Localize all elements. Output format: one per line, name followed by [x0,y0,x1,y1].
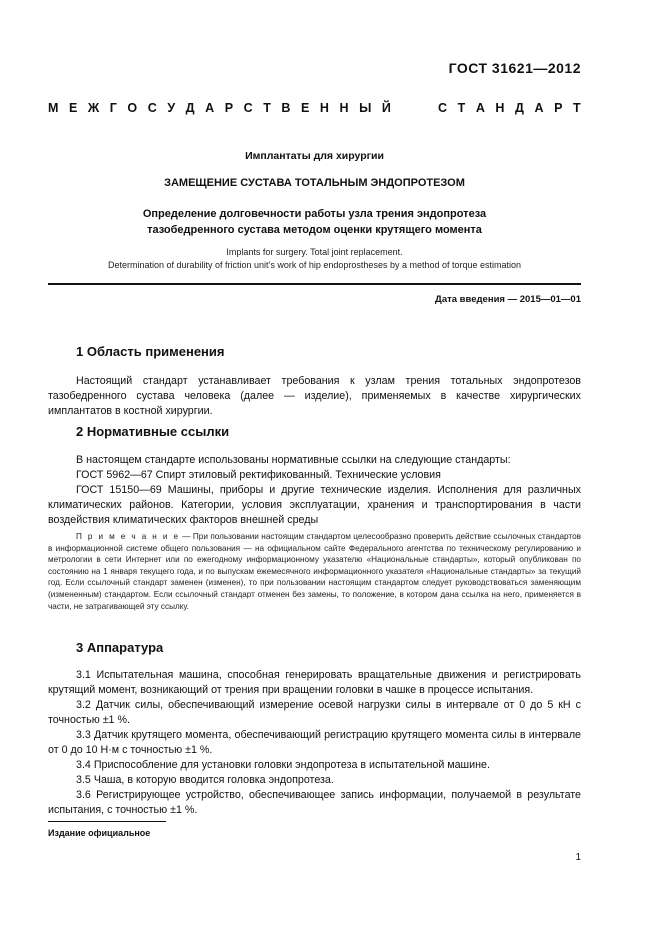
note-text: — При пользовании настоящим стандартом целесообразно проверить действие ссылочных стандартов в информационной системе общего пользования — на официальном сайте Федерального агентства по техническому регулированию и метрологии в сети Интернет или по ежегодному информационному указателю «Национальные стандарты», который опубликован по состоянию на 1 января текущего года, и по выпускам ежемесячного информационного указателя «Национальные стандарты» за текущий год. Если ссылочный стандарт заменен (изменен), то при пользовании настоящим стандартом следует руководствоваться заменяющим (измененным) стандартом. Если ссылочный стандарт отменен без замены, то положение, в котором дана ссылка на него, применяется в части, не затрагивающей эту ссылку. [48,532,581,611]
apparatus-item: 3.2 Датчик силы, обеспечивающий измерение осевой нагрузки силы в интервале от 0 до 5 кН с точностью ±1 %. [48,699,581,726]
title-english [48,246,581,272]
banner-letter: С [243,101,253,115]
banner-letter: Т [457,101,466,115]
banner-letter: М [48,101,59,115]
banner-letter: Ж [87,101,100,115]
banner-letter: Й [381,101,391,115]
title-main: ЗАМЕЩЕНИЕ СУСТАВА ТОТАЛЬНЫМ ЭНДОПРОТЕЗОМ [164,177,465,189]
title-english-line: Implants for surgery. Total joint replacement. [226,247,403,257]
page-number: 1 [575,852,581,863]
banner-letter: А [475,101,485,115]
banner-letter: Р [224,101,234,115]
section-3-heading: 3 Аппаратура [76,640,164,655]
section-2-heading: 2 Нормативные ссылки [76,424,230,439]
banner-letter: А [534,101,544,115]
interstate-standard-banner [48,101,581,115]
banner-letter: Ы [359,101,372,115]
banner-letter: А [205,101,215,115]
title-description [48,206,581,238]
title-description-line: тазобедренного сустава методом оценки крутящего момента [147,224,482,236]
banner-letter: Д [185,101,195,115]
section-2-intro: В настоящем стандарте использованы нормативные ссылки на следующие стандарты: [76,454,511,466]
apparatus-item: 3.5 Чаша, в которую вводится головка эндопротеза. [76,774,334,786]
edition-label: Издание официальное [48,828,151,838]
title-description-line: Определение долговечности работы узла трения эндопротеза [142,208,487,220]
apparatus-item: 3.3 Датчик крутящего момента, обеспечивающий регистрацию крутящего момента силы в интервале от 0 до 10 Н·м с точностью ±1 %. [48,729,581,756]
banner-letter: У [167,101,176,115]
reference-item: ГОСТ 15150—69 Машины, приборы и другие технические изделия. Исполнения для различных климатических районов. Категории, условия эксплуатации, хранения и транспортирования в части воздействия климатических факторов внешней среды [48,484,581,526]
document-code: ГОСТ 31621—2012 [448,60,581,76]
apparatus-item: 3.1 Испытательная машина, способная генерировать вращательные движения и регистрировать крутящий момент, возникающий от трения при вращении головки в чашке в процессе испытания. [48,669,581,696]
apparatus-item: 3.4 Приспособление для установки головки эндопротеза в испытательной машине. [76,759,490,771]
banner-letter: Д [515,101,524,115]
reference-item: ГОСТ 5962—67 Спирт этиловый ректификованный. Технические условия [76,469,441,481]
banner-letter: О [127,101,138,115]
banner-letter: Г [109,101,117,115]
banner-letter: С [147,101,157,115]
banner-letter: Н [495,101,505,115]
title-divider [48,283,581,285]
title-subject: Имплантаты для хирургии [245,150,384,162]
banner-letter: Н [339,101,349,115]
banner-letter: Т [263,101,271,115]
banner-letter: В [281,101,291,115]
banner-letter: Е [301,101,310,115]
section-1-text: Настоящий стандарт устанавливает требования к узлам трения тотальных эндопротезов тазобедренного сустава человека (далее — изделие), применяемых в качестве хирургических имплантатов в костной хирургии. [48,375,581,417]
note-label: П р и м е ч а н и е [76,532,180,541]
banner-letter: Р [554,101,563,115]
section-2-note [48,531,581,612]
footer-divider [48,821,166,822]
banner-word-gap [401,101,427,115]
section-1-heading: 1 Область применения [76,344,225,359]
introduction-date: Дата введения — 2015—01—01 [435,294,581,305]
banner-letter: Н [319,101,329,115]
banner-letter: Е [68,101,78,115]
apparatus-item: 3.6 Регистрирующее устройство, обеспечивающее запись информации, получаемой в результате испытания, с точностью ±1 %. [48,789,581,816]
section-3-items [48,668,581,818]
banner-letter: С [438,101,448,115]
banner-letter: Т [572,101,581,115]
title-english-line: Determination of durability of friction unit’s work of hip endoprostheses by a method of torque estimation [107,260,522,270]
